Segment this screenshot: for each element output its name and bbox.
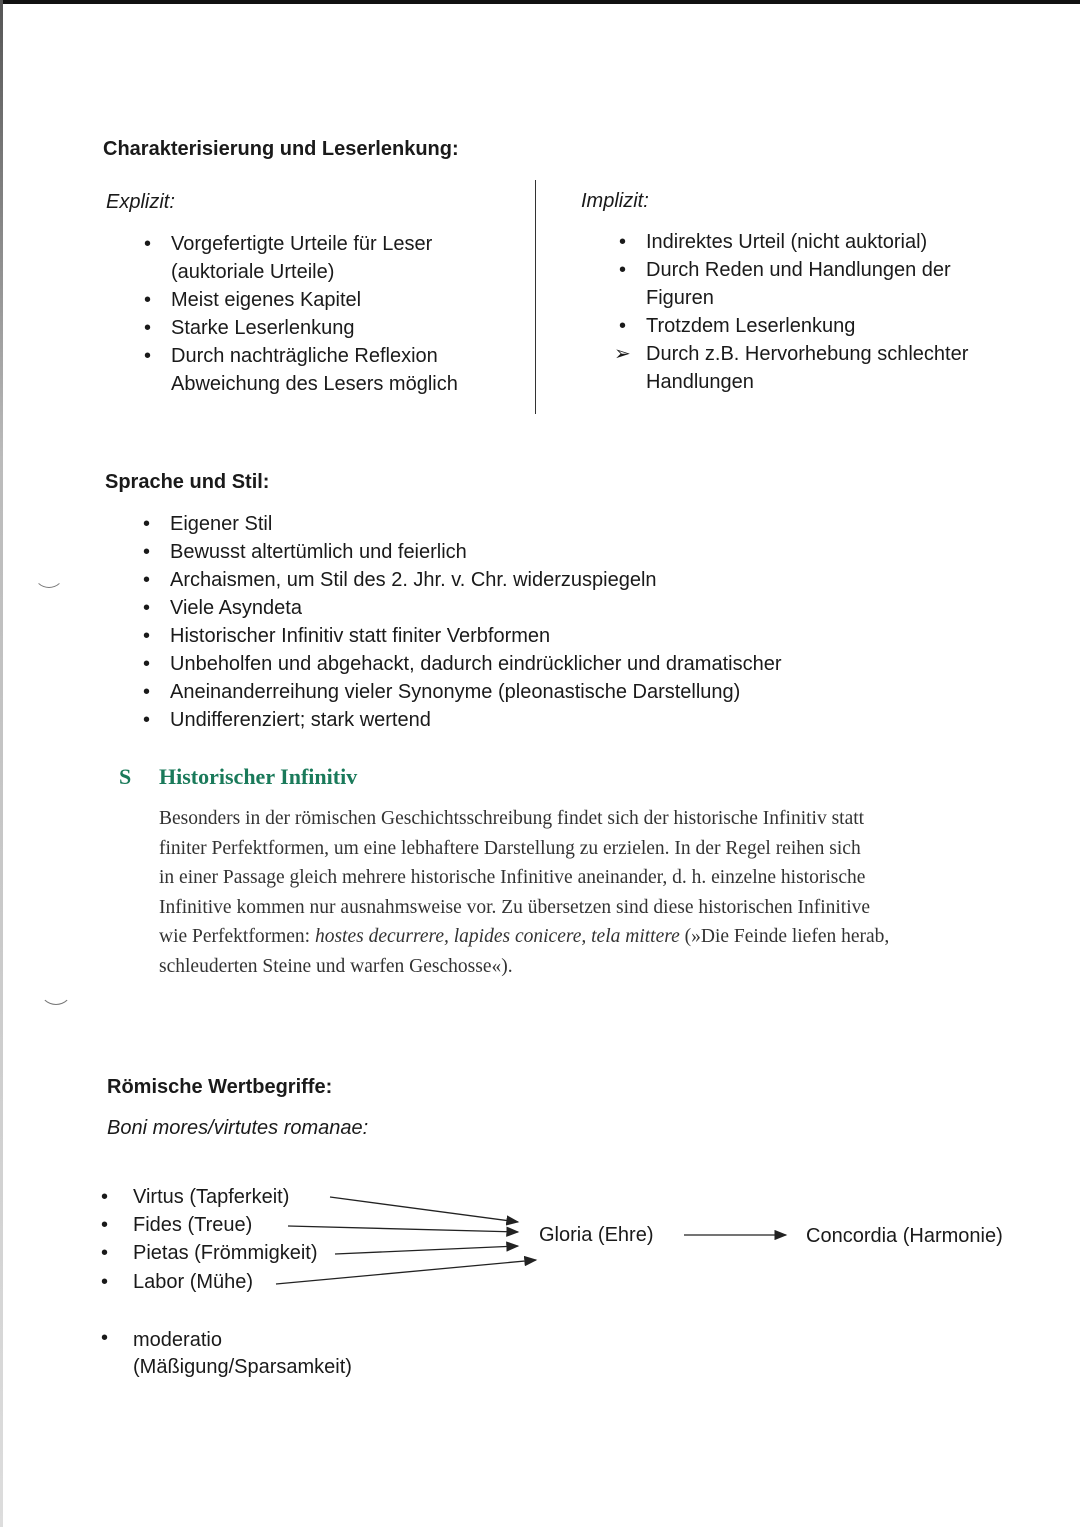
bullet-icon: • [144,345,152,367]
bullet-icon: • [143,541,151,563]
virtue-labor: Labor (Mühe) [133,1271,254,1293]
bullet-icon: • [143,709,151,731]
list-item: • Trotzdem Leserlenkung [646,312,1046,340]
list-item: • Unbeholfen und abgehackt, dadurch eindrücklicher und dramatischer [170,650,970,678]
virtue-pietas: Pietas (Frömmigkeit) [133,1242,318,1264]
bullet-icon: • [101,1271,109,1293]
paragraph-line: schleuderten Steine und warfen Geschosse«). [159,955,513,977]
infobox-marker: S [119,764,132,789]
list-item: • Historischer Infinitiv statt finiter Verbformen [170,622,970,650]
values-subtitle: Boni mores/virtutes romanae: [107,1117,369,1139]
bullet-icon: • [144,289,152,311]
list-item: • Durch Reden und Handlungen der Figuren [646,256,1046,312]
section-title-characterization: Charakterisierung und Leserlenkung: [103,138,459,160]
arrow-fides-to-gloria [288,1226,518,1232]
list-item: ➢ Durch z.B. Hervorhebung schlechter Handlungen [646,340,1046,396]
result-concordia: Concordia (Harmonie) [806,1225,1003,1247]
bullet-icon: • [143,625,151,647]
list-item: • Durch nachträgliche Reflexion Abweichung des Lesers möglich [171,342,521,398]
list-item: • Viele Asyndeta [170,594,970,622]
latin-example: hostes decurrere, lapides conicere, tela mittere [314,926,680,947]
arrow-virtus-to-gloria [330,1197,518,1222]
bullet-icon: • [101,1186,109,1208]
paragraph-line: Infinitive kommen nur ausnahmsweise vor. Zu übersetzen sind diese historischen Infinitive [159,896,871,918]
bullet-icon: • [619,231,627,253]
bullet-icon: • [143,597,151,619]
virtue-fides: Fides (Treue) [133,1214,253,1236]
list-item: • Aneinanderreihung vieler Synonyme (pleonastische Darstellung) [170,678,970,706]
section-title-values: Römische Wertbegriffe: [107,1076,333,1098]
bullet-icon: • [101,1242,109,1264]
infobox-title: Historischer Infinitiv [159,764,358,789]
list-item: • Starke Leserlenkung [171,314,521,342]
bullet-icon: • [619,315,627,337]
paragraph-line: in einer Passage gleich mehrere historische Infinitive aneinander, d. h. einzelne historische [159,867,866,888]
bullet-icon: • [619,259,627,281]
list-item: • Bewusst altertümlich und feierlich [170,538,970,566]
explicit-label: Explizit: [106,191,175,213]
list-item: • Undifferenziert; stark wertend [170,706,970,734]
implicit-label: Implizit: [581,190,649,212]
virtue-virtus: Virtus (Tapferkeit) [133,1186,290,1208]
bullet-icon: • [144,317,152,339]
bullet-icon: • [143,681,151,703]
arrow-bullet-icon: ➢ [614,343,631,365]
list-item: • Archaismen, um Stil des 2. Jhr. v. Chr. widerzuspiegeln [170,566,970,594]
bullet-icon: • [144,233,152,255]
list-item: • Vorgefertigte Urteile für Leser (auktoriale Urteile) [171,230,521,286]
bullet-icon: • [101,1214,109,1236]
paragraph-line: Besonders in der römischen Geschichtsschreibung findet sich der historische Infinitiv statt [159,808,865,829]
bullet-icon: • [101,1327,109,1349]
section-title-style: Sprache und Stil: [105,471,270,493]
bullet-icon: • [143,513,151,535]
bullet-icon: • [143,653,151,675]
result-gloria: Gloria (Ehre) [539,1224,654,1246]
list-item: • Meist eigenes Kapitel [171,286,521,314]
bullet-icon: • [143,569,151,591]
extra-virtue-moderatio: moderatio (Mäßigung/Sparsamkeit) [133,1329,352,1378]
arrow-pietas-to-gloria [335,1246,518,1254]
list-item: • Eigener Stil [170,510,970,538]
list-item: • Indirektes Urteil (nicht auktorial) [646,228,1046,256]
paragraph-line: finiter Perfektformen, um eine lebhaftere Darstellung zu erzielen. In der Regel reihen sich [159,837,861,859]
arrow-labor-to-gloria [276,1260,536,1284]
paragraph-line: wie Perfektformen: hostes decurrere, lapides conicere, tela mittere (»Die Feinde liefen herab, [159,926,890,947]
